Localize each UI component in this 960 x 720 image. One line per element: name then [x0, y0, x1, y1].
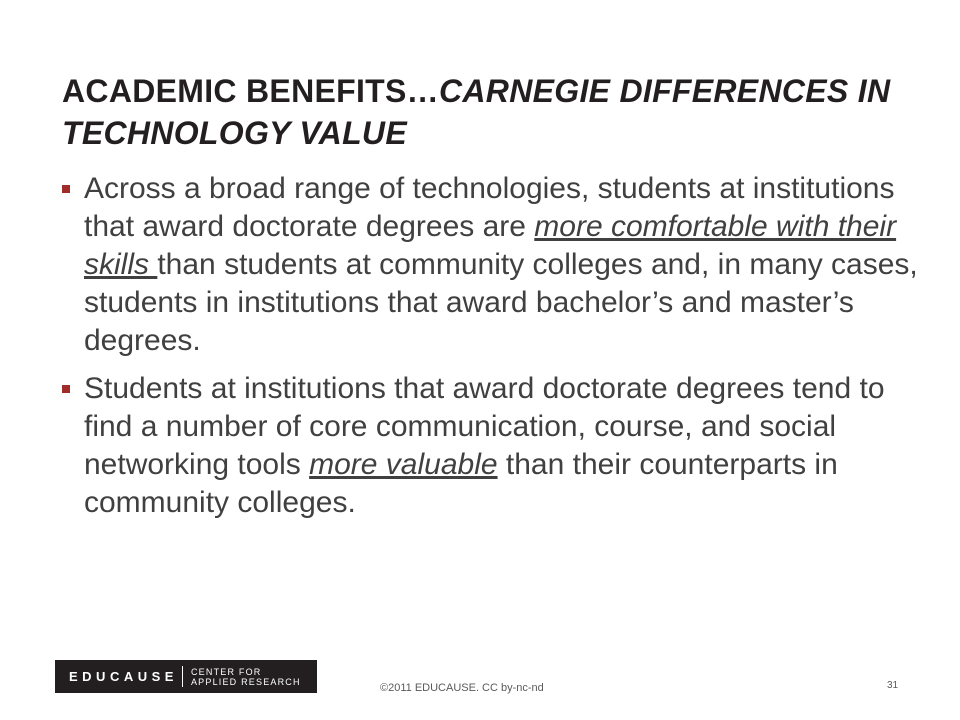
bullet-square-icon [62, 185, 70, 193]
copyright-footer: ©2011 EDUCAUSE. CC by-nc-nd [380, 682, 544, 694]
logo-subtitle-line-2: APPLIED RESEARCH [190, 676, 301, 687]
educause-logo [55, 660, 317, 693]
bullet-item-2 [62, 370, 922, 522]
bullet-item-1 [62, 170, 922, 360]
logo-wordmark: EDUCAUSE [69, 669, 178, 684]
bullet-1-emphasis: more comfortable with their skills [84, 210, 897, 281]
logo-subtitle-line-1: CENTER FOR [190, 666, 262, 677]
bullet-square-icon [62, 385, 70, 393]
bullet-2-emphasis: more valuable [309, 448, 498, 481]
bullet-1-text-before: Across a broad range of technologies, students at institutions that award doctorate degrees are [84, 172, 895, 243]
slide-title [62, 70, 922, 154]
page-number: 31 [887, 680, 899, 691]
title-part-2: CARNEGIE DIFFERENCES IN TECHNOLOGY VALUE [62, 73, 891, 151]
bullet-2-text-before: Students at institutions that award doctorate degrees tend to find a number of core communication, course, and social networking tools [84, 372, 885, 481]
bullet-2-text-after: than their counterparts in community colleges. [84, 448, 838, 519]
logo-divider [182, 666, 183, 687]
bullet-1-text-after: than students at community colleges and, in many cases, students in institutions that award bachelor’s and master’s degrees. [84, 248, 918, 357]
bullet-list [62, 170, 922, 532]
logo-subtitle [191, 667, 301, 687]
title-part-1: ACADEMIC BENEFITS… [62, 73, 439, 109]
